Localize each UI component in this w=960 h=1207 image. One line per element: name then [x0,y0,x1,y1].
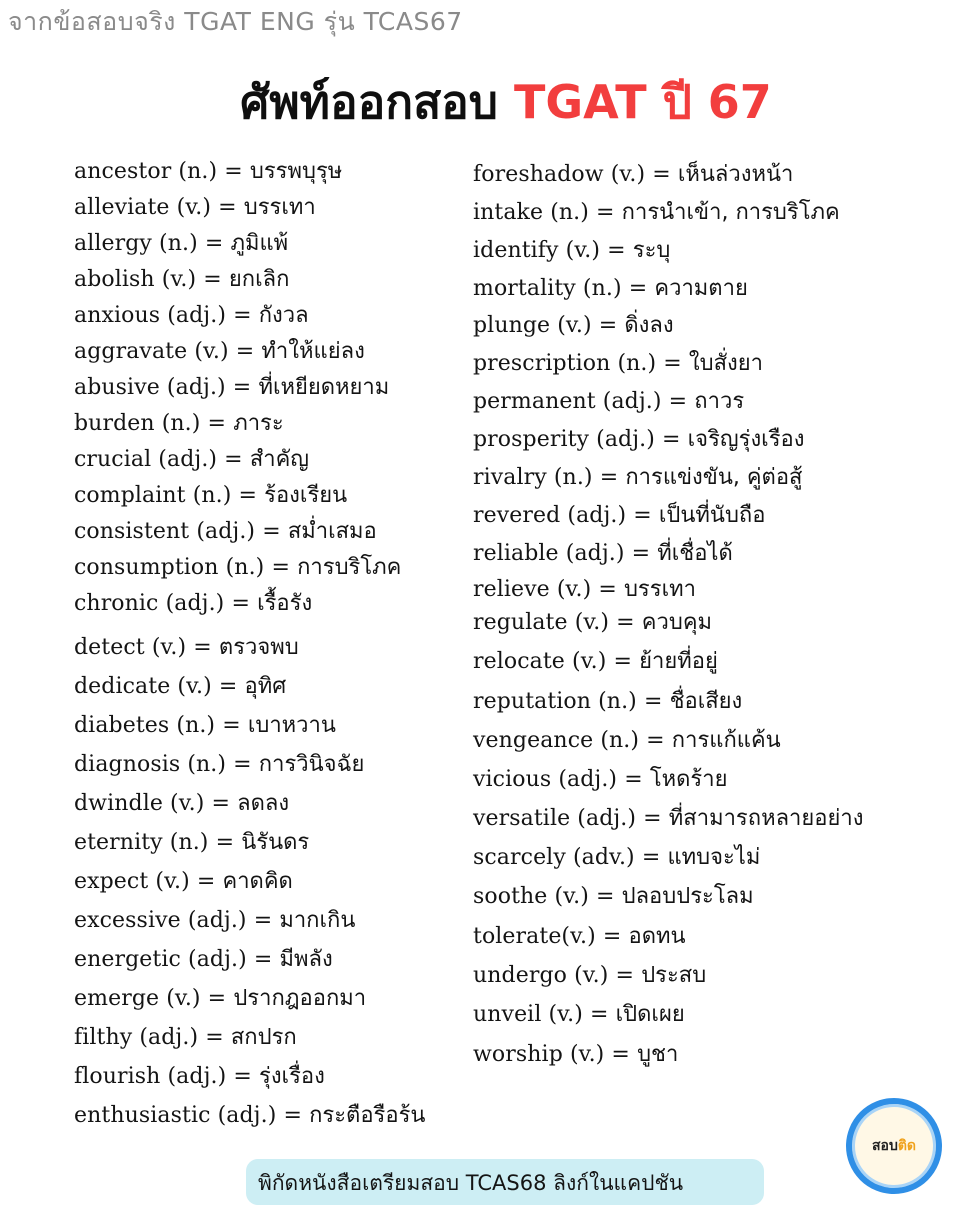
vocab-word: expect (v.) = [74,869,223,894]
vocab-meaning: ลดลง [237,791,290,816]
vocab-item-left [74,908,355,934]
vocab-word: undergo (v.) = [473,963,642,988]
vocab-word: prescription (n.) = [473,351,689,376]
vocab-word: anxious (adj.) = [74,303,259,328]
vocab-meaning: ดิ่งลง [624,313,674,338]
logo-text-part1: สอบ [871,1138,898,1154]
vocab-meaning: การแข่งขัน, คู่ต่อสู้ [625,465,803,490]
vocab-word: intake (n.) = [473,200,622,225]
vocab-word: regulate (v.) = [473,610,642,635]
vocab-word: filthy (adj.) = [74,1025,231,1050]
vocab-meaning: เปิดเผย [615,1002,685,1027]
vocab-meaning: กระตือรือร้น [309,1103,426,1128]
vocab-meaning: ภูมิแพ้ [230,231,289,256]
vocab-word: aggravate (v.) = [74,339,262,364]
vocab-meaning: ปลอบประโลม [621,884,754,909]
vocab-word: reliable (adj.) = [473,541,658,566]
vocab-word: rivalry (n.) = [473,465,626,490]
vocab-meaning: เรื้อรัง [257,591,313,616]
vocab-word: soothe (v.) = [473,884,622,909]
vocab-word: scarcely (adv.) = [473,845,668,870]
vocab-meaning: สกปรก [230,1025,297,1050]
vocab-word: ancestor (n.) = [74,159,250,184]
vocab-meaning: บรรเทา [623,577,696,602]
vocab-item-right [473,541,733,567]
vocab-meaning: รุ่งเรื่อง [259,1064,325,1089]
vocab-item-right [473,276,748,302]
vocab-meaning: เบาหวาน [247,713,336,738]
vocab-item-right [473,313,674,339]
vocab-meaning: บรรเทา [243,195,316,220]
vocab-meaning: นิรันดร [241,830,310,855]
vocab-item-left [74,674,286,700]
vocab-item-left [74,713,336,739]
vocab-meaning: ร้องเรียน [264,483,348,508]
vocab-word: relieve (v.) = [473,577,624,602]
vocab-meaning: สำคัญ [249,447,310,472]
vocab-meaning: ระบุ [632,238,671,263]
vocab-item-right [473,238,670,264]
vocab-word: vicious (adj.) = [473,767,650,792]
vocab-meaning: ที่เหยียดหยาม [258,375,390,400]
vocab-item-left [74,303,309,329]
vocab-word: plunge (v.) = [473,313,625,338]
brand-logo [846,1098,942,1194]
vocab-meaning: แทบจะไม่ [667,845,761,870]
vocab-word: abolish (v.) = [74,267,229,292]
vocab-item-left [74,159,342,185]
vocab-word: burden (n.) = [74,411,234,436]
vocab-word: worship (v.) = [473,1042,638,1067]
vocab-meaning: เป็นที่นับถือ [658,503,766,528]
vocab-item-left [74,947,333,973]
vocab-item-left [74,195,316,221]
vocab-meaning: อดทน [628,924,686,949]
vocab-word: alleviate (v.) = [74,195,244,220]
vocab-item-right [473,767,728,793]
vocab-item-left [74,1064,325,1090]
vocab-item-left [74,591,312,617]
vocab-item-left [74,231,288,257]
vocab-meaning: ทำให้แย่ลง [261,339,365,364]
vocab-word: energetic (adj.) = [74,947,280,972]
vocab-item-left [74,447,309,473]
vocab-item-left [74,1103,425,1129]
vocab-word: relocate (v.) = [473,649,640,674]
vocab-item-right [473,1002,685,1028]
footer-banner: พิกัดหนังสือเตรียมสอบ TCAS68 ลิงก์ในแคปชัน [246,1159,764,1205]
vocab-word: abusive (adj.) = [74,375,259,400]
vocab-item-left [74,519,377,545]
vocab-word: diagnosis (n.) = [74,752,259,777]
vocab-meaning: คาดคิด [222,869,293,894]
vocab-item-left [74,555,401,581]
vocab-item-right [473,689,742,715]
vocab-meaning: ถาวร [694,389,745,414]
vocab-meaning: ปรากฎออกมา [233,986,367,1011]
vocab-word: complaint (n.) = [74,483,265,508]
source-caption: จากข้อสอบจริง TGAT ENG รุ่น TCAS67 [8,7,463,36]
vocab-meaning: โหดร้าย [649,767,728,792]
vocab-item-right [473,503,765,529]
vocab-word: crucial (adj.) = [74,447,250,472]
vocab-word: consumption (n.) = [74,555,298,580]
vocab-meaning: ภาระ [233,411,284,436]
vocab-word: unveil (v.) = [473,1002,616,1027]
vocab-meaning: เจริญรุ่งเรือง [687,427,805,452]
vocab-item-right [473,649,718,675]
vocab-word: allergy (n.) = [74,231,231,256]
vocab-word: identify (v.) = [473,238,633,263]
vocab-meaning: ตรวจพบ [218,635,299,660]
vocab-item-left [74,1025,297,1051]
vocab-item-left [74,267,289,293]
vocab-meaning: การนำเข้า, การบริโภค [621,200,840,225]
vocab-item-right [473,351,763,377]
vocab-word: eternity (n.) = [74,830,242,855]
vocab-word: reputation (n.) = [473,689,670,714]
vocab-meaning: ความตาย [654,276,748,301]
vocab-item-left [74,635,299,661]
vocab-item-right [473,924,686,950]
vocab-word: chronic (adj.) = [74,591,258,616]
vocab-meaning: กังวล [258,303,309,328]
vocab-word: enthusiastic (adj.) = [74,1103,310,1128]
vocab-meaning: ย้ายที่อยู่ [639,649,718,674]
vocab-word: diabetes (n.) = [74,713,248,738]
vocab-word: dwindle (v.) = [74,791,238,816]
vocab-item-right [473,577,696,603]
vocab-meaning: ที่สามารถหลายอย่าง [668,806,864,831]
vocab-meaning: ยกเลิก [228,267,290,292]
vocab-word: detect (v.) = [74,635,219,660]
vocab-item-left [74,869,293,895]
vocab-meaning: ประสบ [641,963,707,988]
vocab-word: permanent (adj.) = [473,389,695,414]
vocab-word: tolerate(v.) = [473,924,629,949]
vocab-meaning: มากเกิน [279,908,356,933]
vocab-item-right [473,610,712,636]
vocab-meaning: บูชา [637,1042,679,1067]
vocab-word: mortality (n.) = [473,276,655,301]
vocab-item-left [74,986,366,1012]
vocab-word: vengeance (n.) = [473,728,672,753]
vocab-item-right [473,806,864,832]
vocab-word: versatile (adj.) = [473,806,669,831]
vocab-word: dedicate (v.) = [74,674,245,699]
vocab-item-right [473,728,781,754]
vocab-meaning: อุทิศ [244,674,287,699]
vocab-meaning: ชื่อเสียง [669,689,743,714]
vocab-meaning: บรรพบุรุษ [249,159,343,184]
vocab-meaning: มีพลัง [279,947,333,972]
vocab-item-left [74,375,389,401]
vocab-meaning: ใบสั่งยา [688,351,764,376]
vocab-item-left [74,483,347,509]
vocab-item-right [473,389,744,415]
vocab-word: flourish (adj.) = [74,1064,259,1089]
vocab-item-right [473,200,840,226]
logo-text-part2: ติด [897,1138,917,1154]
vocab-item-right [473,845,760,871]
vocab-item-right [473,465,803,491]
vocab-word: consistent (adj.) = [74,519,288,544]
vocab-meaning: ควบคุม [641,610,713,635]
page-title [0,66,960,139]
vocab-item-left [74,791,289,817]
vocab-item-left [74,339,365,365]
vocab-item-left [74,830,309,856]
vocab-item-right [473,1042,678,1068]
vocab-word: emerge (v.) = [74,986,234,1011]
title-accent: TGAT ปี 67 [514,75,772,129]
vocab-meaning: การแก้แค้น [671,728,781,753]
logo-text [872,1135,916,1157]
vocab-word: prosperity (adj.) = [473,427,688,452]
vocab-meaning: การวินิจฉัย [258,752,365,777]
vocab-word: revered (adj.) = [473,503,659,528]
vocab-meaning: การบริโภค [297,555,402,580]
vocab-meaning: ที่เชื่อได้ [657,541,733,566]
vocab-item-left [74,752,364,778]
vocab-item-right [473,427,804,453]
vocab-item-right [473,963,706,989]
vocab-item-left [74,411,284,437]
vocab-item-right [473,162,793,188]
vocab-meaning: สม่ำเสมอ [287,519,377,544]
vocab-word: excessive (adj.) = [74,908,280,933]
vocab-item-right [473,884,754,910]
title-main: ศัพท์ออกสอบ [240,75,515,129]
vocab-word: foreshadow (v.) = [473,162,678,187]
vocab-meaning: เห็นล่วงหน้า [677,162,794,187]
